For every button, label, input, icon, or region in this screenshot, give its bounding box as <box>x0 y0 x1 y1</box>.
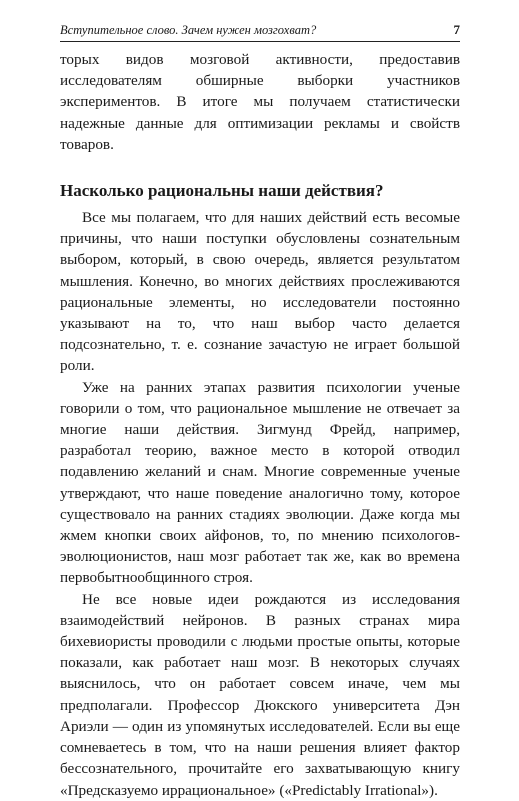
running-title: Вступительное слово. Зачем нужен мозгохват? <box>60 23 317 37</box>
running-header <box>60 22 460 42</box>
paragraph-1: Все мы полагаем, что для наших действий есть весомые причины, что наши поступки обусловлены сознательным выбором, который, в свою очередь, является результатом мышления. Конечно, во многих действиях прослеживаются рациональные элементы, но исследователи постоянно указывают на то, что наш выбор часто делается подсознательно, т. е. сознание зачастую не играет большой роли. <box>60 209 460 375</box>
section-heading: Насколько рациональны наши действия? <box>60 181 384 201</box>
paragraph-2: Уже на ранних этапах развития психологии ученые говорили о том, что рациональное мышление не отвечает за многие наши действия. Зигмунд Фрейд, например, разработал теорию, важное место в которой отводил подавлению желаний и снам. Многие современные ученые утверждают, что наше поведение аналогично тому, которое существовало на ранних стадиях эволюции. Даже когда мы жмем кнопки своих айфонов, то, по мнению психологов-эволюционистов, наш мозг работает так же, как во времена первобытнообщинного строя. <box>60 378 460 587</box>
intro-paragraph: торых видов мозговой активности, предоставив исследователям обширные выборки участников экспериментов. В итоге мы получаем статистически надежные данные для оптимизации рекламы и свойств товаров. <box>60 51 460 153</box>
book-page <box>60 22 460 801</box>
page-number: 7 <box>453 22 460 37</box>
paragraph-3: Не все новые идеи рождаются из исследования взаимодействий нейронов. В разных странах мира бихевиористы проводили с людьми простые опыты, которые показали, как работает наш мозг. В некоторых случаях выяснилось, что он работает совсем иначе, чем мы предполагали. Профессор Дюкского университета Дэн Ариэли — один из упомянутых исследователей. Если вы еще сомневаетесь в том, что на наши решения влияет фактор бессознательного, прочитайте его захватывающую книгу «Предсказуемо иррациональное» («Predictably Irrational»). <box>60 590 460 799</box>
